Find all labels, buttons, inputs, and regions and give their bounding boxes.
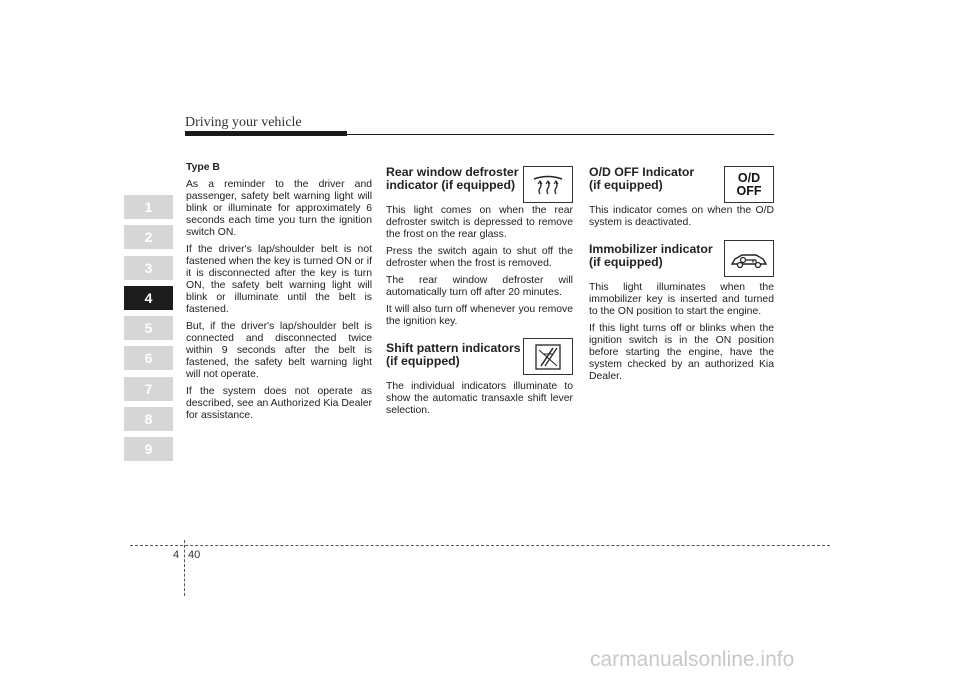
paragraph: It will also turn off whenever you remove the ignition key. xyxy=(386,304,573,327)
paragraph: If the driver's lap/shoulder belt is not fastened when the key is turned ON or if it is disconnected after the key is turn ON, the safety belt warning light will blink or illuminate until the belt is fastened. xyxy=(186,244,372,315)
chapter-tab-7[interactable]: 7 xyxy=(124,377,173,401)
chapter-tab-8[interactable]: 8 xyxy=(124,407,173,431)
heading-line: (if equipped) xyxy=(589,255,663,269)
heading-line: Immobilizer indicator xyxy=(589,242,713,256)
column-indicators-right xyxy=(589,166,774,388)
heading-line: O/D OFF Indicator xyxy=(589,165,695,179)
heading-line: Shift pattern indicators xyxy=(386,341,521,355)
footer-chapter-number: 4 xyxy=(173,549,180,561)
paragraph: This light illuminates when the immobilizer key is inserted and turned to the ON position to start the engine. xyxy=(589,282,774,317)
paragraph: This indicator comes on when the O/D system is deactivated. xyxy=(589,205,774,228)
chapter-tab-2[interactable]: 2 xyxy=(124,225,173,249)
paragraph: The individual indicators illuminate to show the automatic transaxle shift lever selection. xyxy=(386,381,573,416)
paragraph: But, if the driver's lap/shoulder belt is connected and disconnected twice within 9 seconds after the belt is fastened, the safety belt warning light will not operate. xyxy=(186,321,372,380)
od-off-icon-line: OFF xyxy=(736,183,762,198)
paragraph: Press the switch again to shut off the defroster when the frost is removed. xyxy=(386,246,573,269)
paragraph: This light comes on when the rear defroster switch is depressed to remove the frost on the rear glass. xyxy=(386,205,573,240)
page-header-title: Driving your vehicle xyxy=(185,115,302,130)
chapter-tab-9[interactable]: 9 xyxy=(124,437,173,461)
footer-divider xyxy=(184,540,185,596)
column-indicators-middle xyxy=(386,166,573,422)
paragraph: If this light turns off or blinks when the ignition switch is in the ON position before starting the engine, have the system checked by an authorized Kia Dealer. xyxy=(589,323,774,382)
paragraph: As a reminder to the driver and passenger, safety belt warning light will blink or illuminate for approximately 6 seconds each time you turn the ignition switch ON. xyxy=(186,179,372,238)
section-immobilizer xyxy=(589,243,774,383)
shift-pattern-icon xyxy=(523,338,573,375)
section-rear-defroster xyxy=(386,166,573,328)
od-off-icon xyxy=(724,166,774,203)
chapter-tabs xyxy=(124,195,173,468)
column-seatbelt xyxy=(186,162,372,427)
heading-line: Rear window defroster xyxy=(386,165,519,179)
heading-line: (if equipped) xyxy=(589,178,663,192)
chapter-tab-1[interactable]: 1 xyxy=(124,195,173,219)
rear-defroster-icon xyxy=(523,166,573,203)
section-shift-pattern xyxy=(386,342,573,417)
section-od-off xyxy=(589,166,774,229)
header-rule xyxy=(347,134,774,135)
chapter-tab-6[interactable]: 6 xyxy=(124,346,173,370)
heading-line: (if equipped) xyxy=(386,354,460,368)
heading-line: indicator (if equipped) xyxy=(386,178,516,192)
paragraph: The rear window defroster will automatically turn off after 20 minutes. xyxy=(386,275,573,298)
footer-rule xyxy=(130,545,830,546)
type-b-label: Type B xyxy=(186,162,220,173)
chapter-tab-3[interactable]: 3 xyxy=(124,256,173,280)
paragraph: If the system does not operate as described, see an Authorized Kia Dealer for assistance. xyxy=(186,386,372,421)
immobilizer-key-icon xyxy=(724,240,774,277)
footer-page-number: 40 xyxy=(188,549,201,561)
od-off-icon-line: O/D xyxy=(737,170,761,185)
watermark: carmanualsonline.info xyxy=(590,648,795,671)
chapter-tab-4[interactable]: 4 xyxy=(124,286,173,310)
chapter-tab-5[interactable]: 5 xyxy=(124,316,173,340)
header-bar xyxy=(185,131,347,136)
